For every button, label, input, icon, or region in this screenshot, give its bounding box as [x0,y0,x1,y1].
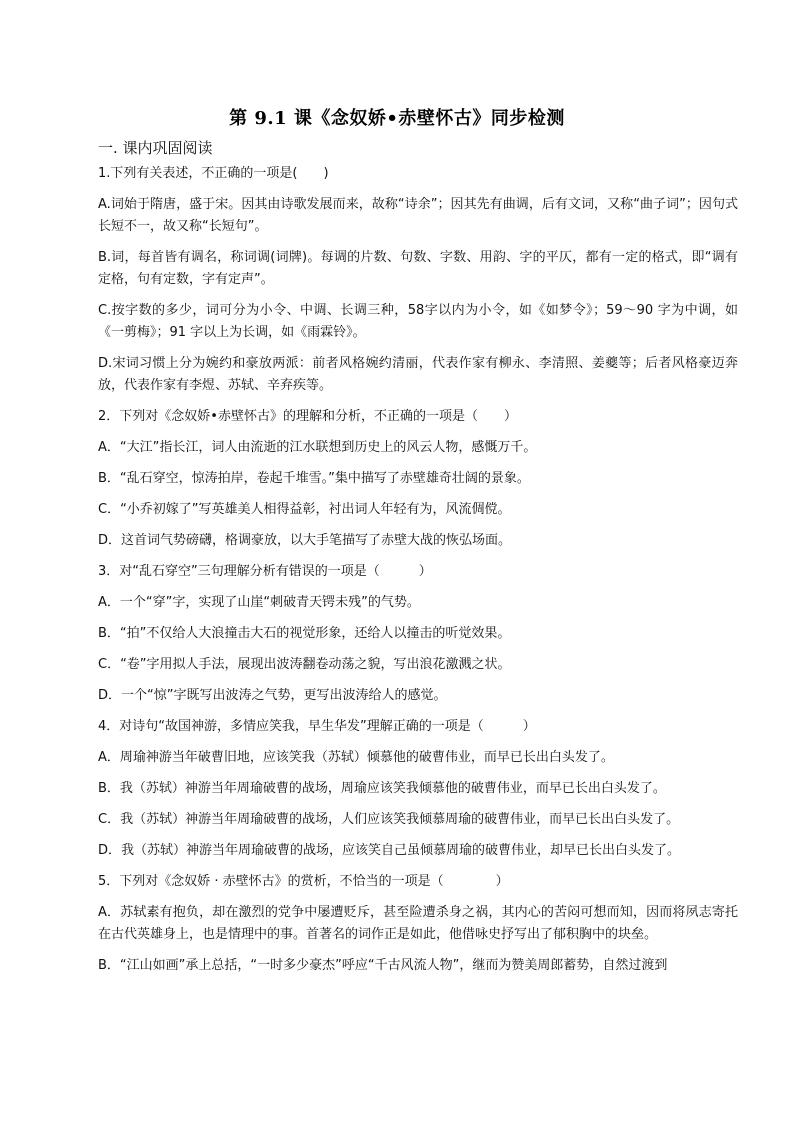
question-2-option-b: B．“乱石穿空，惊涛拍岸，卷起千堆雪。”集中描写了赤壁雄奇壮阔的景象。 [98,471,530,486]
question-2-option-c: C．“小乔初嫁了”写英雄美人相得益彰，衬出词人年轻有为，风流倜傥。 [98,502,511,517]
document-body [98,137,738,986]
question-3-option-c: C．“卷”字用拟人手法，展现出波涛翻卷动荡之貌，写出浪花激溅之状。 [98,657,511,672]
question-2-stem: 2．下列对《念奴娇•赤壁怀古》的理解和分析，不正确的一项是（ ） [98,409,517,424]
question-1-option-c: C.按字数的多少，词可分为小令、中调、长调三种，58字以内为小令，如《如梦令》；59～90 字为中调，如《一剪梅》；91 字以上为长调，如《雨霖铃》。 [98,303,738,340]
question-4-option-c: C．我（苏轼）神游当年周瑜破曹的战场，人们应该笑我倾慕周瑜的破曹伟业，而早已长出白头发了。 [98,812,680,827]
question-1-stem: 1.下列有关表述，不正确的一项是( ) [98,166,329,181]
question-1-option-d: D.宋词习惯上分为婉约和豪放两派：前者风格婉约清丽，代表作家有柳永、李清照、姜夔等；后者风格豪迈奔放，代表作家有李煜、苏轼、辛弃疾等。 [98,356,738,393]
question-1-option-b: B.词，每首皆有调名，称词调(词牌)。每调的片数、句数、字数、用韵、字的平仄，都有一定的格式，即“调有定格，句有定数，字有定声”。 [98,250,738,287]
section-heading: 一. 课内巩固阅读 [98,139,213,157]
question-5-option-b: B．“江山如画”承上总括，“一时多少豪杰”呼应“千古风流人物”，继而为赞美周郎蓄势，自然过渡到 [98,958,668,973]
question-2-option-a: A．“大江”指长江，词人由流逝的江水联想到历史上的风云人物，感慨万千。 [98,440,537,455]
question-3-option-b: B．“拍”不仅给人大浪撞击大石的视觉形象，还给人以撞击的听觉效果。 [98,626,511,641]
page-title: 第 9.1 课《念奴娇•赤壁怀古》同步检测 [229,108,565,129]
question-4-option-b: B．我（苏轼）神游当年周瑜破曹的战场，周瑜应该笑我倾慕他的破曹伟业，而早已长出白头发了。 [98,781,666,796]
question-5-option-a: A．苏轼素有抱负，却在激烈的党争中屡遭贬斥，甚至险遭杀身之祸，其内心的苦闷可想而知，因而将夙志寄托在古代英雄身上，也是情理中的事。首著名的词作正是如此，他借咏史抒写出了郁积胸中的块垒。 [98,905,738,942]
question-4-stem: 4．对诗句“故国神游，多情应笑我，早生华发”理解正确的一项是（ ） [98,719,536,734]
question-4-option-a: A．周瑜神游当年破曹旧地，应该笑我（苏轼）倾慕他的破曹伟业，而早已长出白头发了。 [98,750,614,765]
question-5-stem: 5．下列对《念奴娇 · 赤壁怀古》的赏析，不恰当的一项是（ ） [98,874,509,889]
question-2-option-d: D．这首词气势磅礴，格调豪放，以大手笔描写了赤壁大战的恢弘场面。 [98,533,512,548]
question-3-option-a: A．一个“穿”字，实现了山崖“刺破青天锷未残”的气势。 [98,595,420,610]
question-3-stem: 3．对“乱石穿空”三句理解分析有错误的一项是（ ） [98,564,432,579]
question-4-option-d: D．我（苏轼）神游当年周瑜破曹的战场，应该笑自己虽倾慕周瑜的破曹伟业，却早已长出白头发了。 [98,843,681,858]
question-1-option-a: A.词始于隋唐，盛于宋。因其由诗歌发展而来，故称“诗余”；因其先有曲调，后有文词，又称“曲子词”；因句式长短不一，故又称“长短句”。 [98,197,738,234]
question-3-option-d: D．一个“惊”字既写出波涛之气势，更写出波涛给人的感觉。 [98,688,447,703]
